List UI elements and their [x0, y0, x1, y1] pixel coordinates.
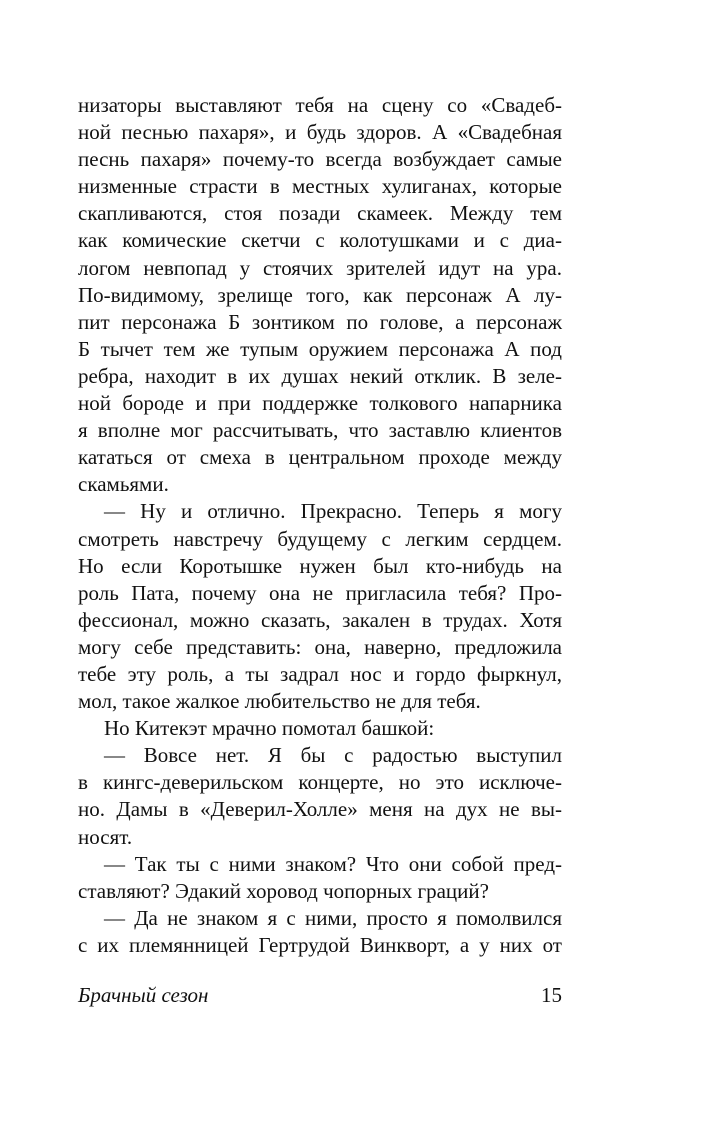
- text-line: я вполне мог рассчитывать, что заставлю клиентов: [78, 418, 562, 443]
- text-line: низменные страсти в местных хулиганах, которые: [78, 174, 562, 199]
- text-line: роль Пата, почему она не пригласила тебя? Про-: [78, 580, 562, 605]
- text-line: пит персонажа Б зонтиком по голове, а персонаж: [78, 309, 562, 334]
- text-line: низаторы выставляют тебя на сцену со «Свадеб-: [78, 93, 562, 117]
- body-text: [78, 92, 562, 959]
- text-line: Б тычет тем же тупым оружием персонажа А под: [78, 336, 562, 361]
- page-footer: [78, 981, 562, 1009]
- text-line: скамьями.: [78, 472, 169, 497]
- text-line: песнь пахаря» почему-то всегда возбуждает самые: [78, 147, 562, 172]
- paragraph-4: [78, 742, 562, 850]
- text-line: ной песнью пахаря», и будь здоров. А «Свадебная: [78, 120, 562, 145]
- text-line: в кингс-деверильском концерте, но это исключе-: [78, 770, 562, 795]
- text-line: ной бороде и при поддержке толкового напарника: [78, 391, 562, 416]
- text-line: носят.: [78, 824, 133, 849]
- text-line: — Так ты с ними знаком? Что они собой пред-: [104, 851, 562, 876]
- text-line: но. Дамы в «Деверил-Холле» меня на дух не вы-: [78, 797, 562, 822]
- page-number: 15: [541, 983, 562, 1007]
- text-line: По-видимому, зрелище того, как персонаж А лу-: [78, 282, 562, 307]
- text-line: мол, такое жалкое любительство не для тебя.: [78, 689, 481, 714]
- text-line: — Вовсе нет. Я бы с радостью выступил: [104, 743, 562, 768]
- text-line: — Ну и отлично. Прекрасно. Теперь я могу: [104, 499, 562, 524]
- paragraph-3: [78, 715, 562, 742]
- paragraph-1: [78, 92, 562, 498]
- text-line: смотреть навстречу будущему с легким сердцем.: [78, 526, 562, 551]
- text-line: могу себе представить: она, наверно, предложила: [78, 634, 562, 659]
- paragraph-2: [78, 498, 562, 715]
- text-line: кататься от смеха в центральном проходе между: [78, 445, 562, 470]
- text-line: Но если Коротышке нужен был кто-нибудь на: [78, 553, 562, 578]
- text-line: фессионал, можно сказать, закален в трудах. Хотя: [78, 607, 562, 632]
- text-line: ставляют? Эдакий хоровод чопорных граций?: [78, 878, 489, 903]
- paragraph-6: [78, 905, 562, 959]
- text-line: с их племянницей Гертрудой Винкворт, а у них от: [78, 932, 562, 957]
- text-line: ребра, находит в их душах некий отклик. В зеле-: [78, 363, 562, 388]
- text-line: логом невпопад у стоячих зрителей идут на ура.: [78, 255, 562, 280]
- text-line: как комические скетчи с колотушками и с диа-: [78, 228, 562, 253]
- text-line: скапливаются, стоя позади скамеек. Между тем: [78, 201, 562, 226]
- paragraph-5: [78, 851, 562, 905]
- running-title: Брачный сезон: [78, 983, 209, 1007]
- text-line: Но Китекэт мрачно помотал башкой:: [104, 716, 435, 741]
- text-line: тебе эту роль, а ты задрал нос и гордо фыркнул,: [78, 661, 562, 686]
- text-line: — Да не знаком я с ними, просто я помолвился: [104, 905, 562, 930]
